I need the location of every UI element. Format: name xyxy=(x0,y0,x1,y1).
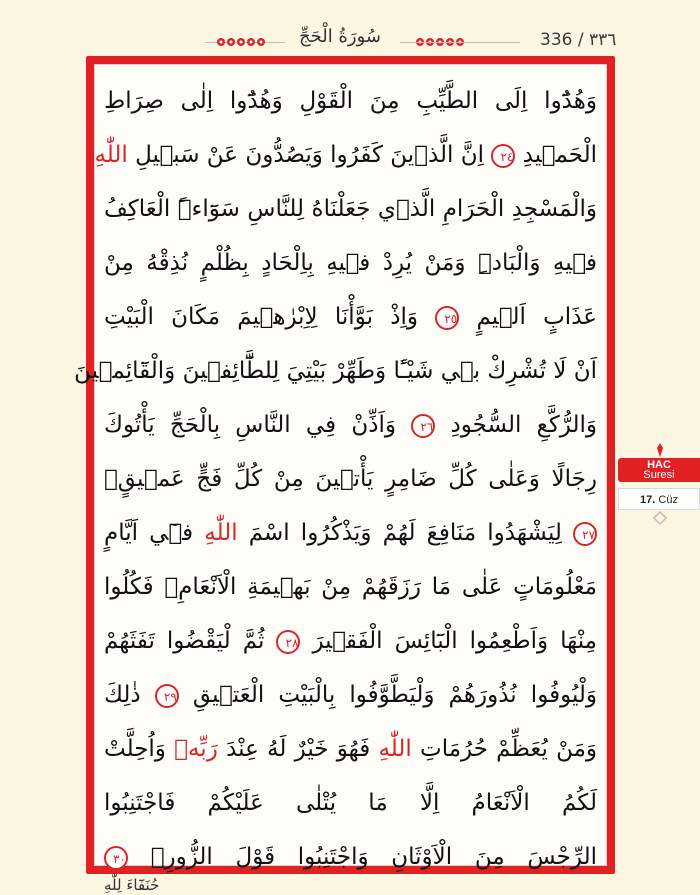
verse-text: وَلْيُوفُوا نُذُورَهُمْ وَلْيَطَّوَّفُوا بِالْبَيْتِ الْعَت۪يقِ xyxy=(192,682,598,708)
page-header xyxy=(0,0,700,58)
verse-text: فَهُوَ خَيْرٌ لَهُ عِنْدَ xyxy=(226,736,371,762)
sura-title: سُورَةُ الْحَجِّ xyxy=(299,26,381,47)
verse-text: مِنْهَا وَاَطْعِمُوا الْبَٓائِسَ الْفَق۪يرَ xyxy=(312,628,597,654)
verse-line xyxy=(104,452,597,506)
verse-text: وَاُحِلَّتْ xyxy=(104,736,166,762)
tab-top-ornament-icon xyxy=(654,443,666,457)
verse-line xyxy=(104,614,597,668)
verse-lines xyxy=(74,74,598,884)
verse-text: اَنْ لَا تُشْرِكْ ب۪ي شَيْـًٔا وَطَهِّرْ بَيْتِيَ لِلطَّٓائِف۪ينَ وَالْقَٓائِم۪ينَ xyxy=(74,358,597,384)
verse-text: عَذَابٍ اَل۪يمٍ xyxy=(476,304,597,330)
ayah-marker-icon: ٣٠ xyxy=(104,846,128,870)
verse-line xyxy=(94,128,597,182)
verse-line xyxy=(104,668,597,722)
verse-line xyxy=(104,398,597,452)
ayah-marker-icon: ٢٧ xyxy=(573,522,597,546)
verse-text: وَهُدُٓوا اِلَى الطَّيِّبِ مِنَ الْقَوْلِ وَهُدُٓوا اِلٰى صِرَاطِ xyxy=(104,88,597,114)
verse-text: وَاِذْ بَوَّأْنَا لِاِبْرٰه۪يمَ مَكَانَ الْبَيْتِ xyxy=(104,304,418,330)
verse-text: وَالرُّكَّعِ السُّجُودِ xyxy=(450,412,597,438)
tab-bottom-ornament-icon xyxy=(654,512,666,524)
verse-line xyxy=(104,290,597,344)
verse-text: وَاَذِّنْ فِي النَّاسِ بِالْحَجِّ يَأْتُوكَ xyxy=(104,412,396,438)
verse-line xyxy=(104,182,597,236)
verse-text: ذٰلِكَ xyxy=(104,682,141,708)
verse-text: مَعْلُومَاتٍ عَلٰى مَا رَزَقَهُمْ مِنْ بَه۪يمَةِ الْاَنْعَامِۚ فَكُلُوا xyxy=(104,574,597,600)
ayah-marker-icon: ٢٩ xyxy=(155,684,179,708)
verse-line xyxy=(104,776,597,830)
divine-name: اللّٰهِ xyxy=(378,736,412,762)
verse-text: ثُمَّ لْيَقْضُوا تَفَثَهُمْ xyxy=(104,628,265,654)
side-tab[interactable] xyxy=(618,440,700,506)
ayah-marker-icon: ٢٨ xyxy=(276,630,300,654)
juz-number: 17. xyxy=(640,494,656,506)
ayah-marker-icon: ٢٦ xyxy=(411,414,435,438)
verse-text: ف۪ٓي اَيَّامٍ xyxy=(104,520,194,546)
verse-line xyxy=(104,560,597,614)
ayah-marker-icon: ٢٥ xyxy=(435,306,459,330)
tab-subtitle: Suresi xyxy=(643,469,675,481)
verse-text: الْحَم۪يدِ xyxy=(522,142,597,168)
verse-text: ف۪يهِ وَالْبَادِۜ وَمَنْ يُرِدْ ف۪يهِ بِاِلْحَادٍ بِظُلْمٍ نُذِقْهُ مِنْ xyxy=(104,250,597,276)
verse-line xyxy=(104,506,597,560)
verse-text: لِيَشْهَدُوا مَنَافِعَ لَهُمْ وَيَذْكُرُوا اسْمَ xyxy=(248,520,562,546)
verse-line xyxy=(74,344,597,398)
divine-name: رَبِّه۪ xyxy=(174,736,218,762)
verse-line xyxy=(104,74,597,128)
verse-text: لَكُمُ الْاَنْعَامُ اِلَّا مَا يُتْلٰى عَلَيْكُمْ فَاجْتَنِبُوا xyxy=(104,790,597,816)
verse-text: الرِّجْسَ مِنَ الْاَوْثَانِ وَاجْتَنِبُوا قَوْلَ الزُّورِۙ xyxy=(150,844,597,870)
ornament-left-icon xyxy=(213,36,271,48)
verse-text: اِنَّ الَّذ۪ينَ كَفَرُوا وَيَصُدُّونَ عَنْ سَب۪يلِ xyxy=(135,142,485,168)
verse-text: رِجَالًا وَعَلٰى كُلِّ ضَامِرٍ يَأْت۪ينَ مِنْ كُلِّ فَجٍّ عَم۪يقٍۙ xyxy=(104,466,597,492)
verse-text: وَالْمَسْجِدِ الْحَرَامِ الَّذ۪ي جَعَلْنَاهُ لِلنَّاسِ سَوَٓاءًۨ الْعَاكِفُ xyxy=(104,196,597,222)
verse-line xyxy=(104,830,597,884)
header-rule-right xyxy=(400,42,520,43)
tab-title: HAC xyxy=(647,459,671,471)
ayah-marker-icon: ٢٤ xyxy=(491,144,515,168)
verse-line xyxy=(104,722,597,776)
footer-catchword: حُنَفَٓاءَ لِلّٰهِ xyxy=(104,876,160,894)
page-number: 336 / ٣٣٦ xyxy=(540,30,617,50)
verse-line xyxy=(104,236,597,290)
divine-name: اللّٰهِ xyxy=(94,142,128,168)
divine-name: اللّٰهِ xyxy=(204,520,238,546)
juz-label xyxy=(618,488,700,510)
verse-text: وَمَنْ يُعَظِّمْ حُرُمَاتِ xyxy=(420,736,598,762)
juz-word: Cüz xyxy=(658,494,678,506)
